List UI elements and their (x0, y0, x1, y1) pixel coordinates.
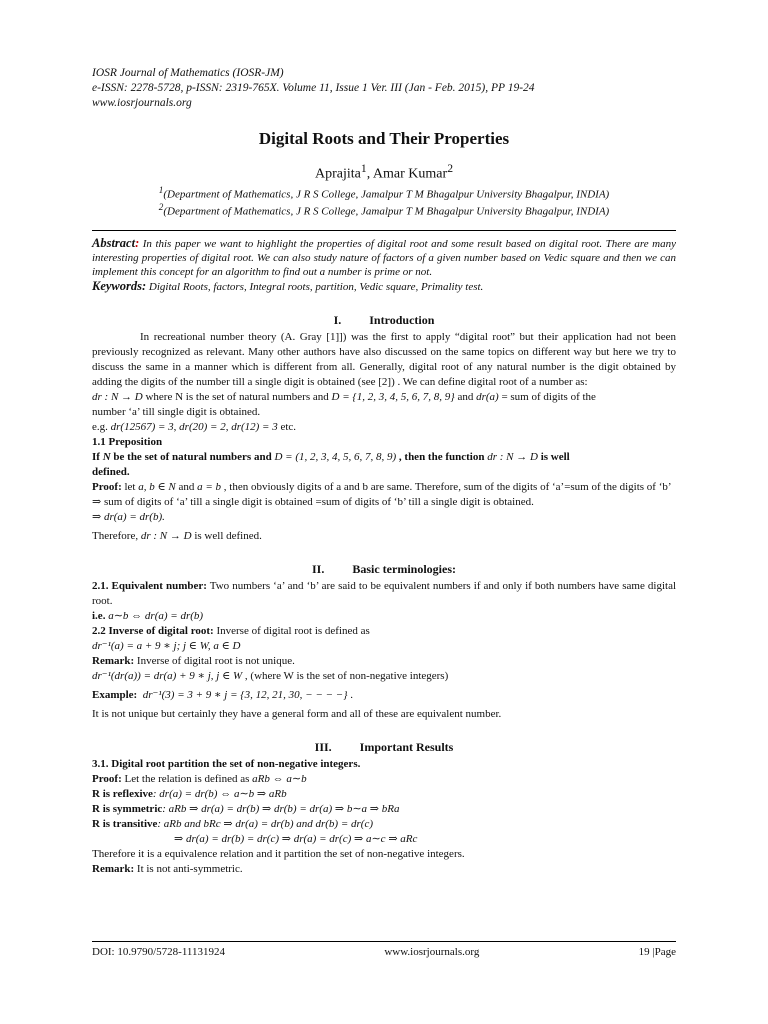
example-1: dr(12567) = 3 (110, 420, 174, 433)
inverse-note: It is not unique but certainly they have a general form and all of these are equivalent number. (92, 707, 502, 720)
proof-text-3: , then obviously digits of a and b are same. Therefore, sum of the digits of ‘a’=sum of the digits of ‘b’ (221, 480, 672, 493)
affiliation-1-text: (Department of Mathematics, J R S College, Jamalpur T M Bhagalpur University Bhagalpur, INDIA) (163, 188, 610, 201)
abstract-divider (92, 230, 676, 231)
journal-header (92, 66, 676, 111)
journal-name: IOSR Journal of Mathematics (IOSR-JM) (92, 67, 284, 79)
keywords (92, 279, 676, 295)
definition-text-1: where N is the set of natural numbers and (142, 390, 332, 403)
footer-doi: DOI: 10.9790/5728-11131924 (92, 946, 226, 958)
symmetric-label: R is symmetric (92, 802, 163, 815)
abstract (92, 236, 676, 279)
remark-line (92, 654, 676, 669)
transitive-line-2: ⇒ dr(a) = dr(b) = dr(c) ⇒ dr(a) = dr(c) ⇒ a∼c ⇒ aRc (174, 832, 418, 845)
example-inverse-line (92, 688, 676, 703)
antisymmetric-remark (92, 862, 676, 877)
affiliation-2-sup: 2 (158, 202, 164, 213)
definition-dr-a: dr(a) (476, 390, 499, 403)
example-2: dr(20) = 2 (179, 420, 226, 433)
equivalent-number-text: Two numbers ‘a’ and ‘b’ are said to be equivalent numbers if and only if both numbers have same digital root. (92, 579, 677, 607)
symmetric-line (92, 802, 676, 817)
prep-set-d: D = (1, 2, 3, 4, 5, 6, 7, 8, 9) (274, 450, 397, 463)
transitive-expr: : aRb and bRc ⇒ dr(a) = dr(b) and dr(b) = dr(c) (157, 817, 373, 830)
journal-issn: e-ISSN: 2278-5728, p-ISSN: 2319-765X. Volume 11, Issue 1 Ver. III (Jan - Feb. 2015), PP 19-24 (92, 82, 535, 94)
journal-site: www.iosrjournals.org (92, 97, 192, 109)
result-proof-line (92, 772, 676, 787)
therefore-end: is well defined. (191, 529, 262, 542)
author-2: Amar Kumar (372, 166, 448, 182)
ie-expr: a∼b ⇔ dr(a) = dr(b) (108, 609, 204, 622)
section-terminologies-heading (92, 562, 676, 577)
remark-expr: dr⁻¹(dr(a)) = dr(a) + 9 ∗ j, j ∈ W (92, 669, 243, 682)
intro-paragraph: In recreational number theory (A. Gray [1]]) was the first to apply “digital root” but their application had not been previously recognized as relevant. Many other authors have also discussed on the same topics on different way but here we try to discuss the same in a manner which is different from all. Generally, digital root of any natural number is the digit obtained by adding the digits of the number till a single digit is obtained (see [2]) . We can define digital root of a number as: (92, 330, 676, 388)
definition-map: dr : N → D (92, 390, 143, 403)
remark-text: Inverse of digital root is not unique. (134, 654, 295, 667)
equivalent-number-label: . Equivalent number: (105, 579, 207, 592)
remark-expr-tail: , (where W is the set of non-negative integers) (242, 669, 449, 682)
remark-expr-line (92, 669, 676, 684)
page-footer (92, 941, 676, 960)
proof-text-2: and (175, 480, 198, 493)
result-proof-label: Proof: (92, 772, 122, 785)
proof-expr-1: a, b ∈ N (138, 480, 176, 493)
keywords-label: Keywords: (92, 278, 147, 293)
section-2-title: Basic terminologies: (352, 561, 456, 576)
therefore-expr: dr : N → D (140, 529, 192, 542)
footer-page-number: 19 |Page (638, 946, 676, 958)
author-list (92, 160, 676, 184)
inverse-root-expr: dr⁻¹(a) = a + 9 ∗ j; j ∈ W, a ∈ D (92, 639, 241, 652)
example-3: dr(12) = 3 (231, 420, 278, 433)
prep-text-3: , then the function (396, 450, 488, 463)
antisymmetric-remark-text: It is not anti-symmetric. (134, 862, 243, 875)
reflexive-line (92, 787, 676, 802)
remark-label: Remark: (92, 654, 135, 667)
equivalent-number-num: 2.1 (92, 579, 106, 592)
transitive-line (92, 817, 676, 832)
prep-text-2: be the set of natural numbers and (110, 450, 275, 463)
section-2-number: II. (312, 561, 325, 576)
result-proof-text: Let the relation is defined as (121, 772, 253, 785)
antisymmetric-remark-label: Remark: (92, 862, 135, 875)
inverse-root-label: 2.2 Inverse of digital root: (92, 624, 214, 637)
prep-function: dr : N → D (487, 450, 538, 463)
result-3-1-heading: 3.1. Digital root partition the set of non-negative integers. (92, 757, 361, 770)
therefore-text: Therefore, (92, 529, 141, 542)
equivalence-conclusion: Therefore it is a equivalence relation and it partition the set of non-negative integers. (92, 847, 465, 860)
definition-line (92, 390, 676, 405)
definition-text-2: and (454, 390, 477, 403)
page-content (92, 66, 676, 877)
example-inverse-end: . (347, 688, 353, 701)
prep-text-4: is well (537, 450, 570, 463)
author-2-sup: 2 (447, 162, 454, 175)
example-end: etc. (277, 420, 297, 433)
affiliation-2-text: (Department of Mathematics, J R S College, Jamalpur T M Bhagalpur University Bhagalpur, INDIA) (163, 205, 610, 218)
proof-line-2: ⇒ sum of digits of ‘a’ till a single digit is obtained =sum of digits of ‘b’ till a single digit is obtained. (92, 495, 534, 508)
proof-expr-2: a = b (197, 480, 222, 493)
section-results-heading (92, 740, 676, 755)
ie-label: i.e. (92, 609, 109, 622)
abstract-label: Abstract (92, 235, 136, 250)
paper-title: Digital Roots and Their Properties (258, 129, 510, 148)
definition-line-2: number ‘a’ till single digit is obtained. (92, 405, 261, 418)
well-defined-line (92, 529, 676, 544)
inverse-root-text: Inverse of digital root is defined as (213, 624, 370, 637)
affiliation-1 (92, 184, 676, 202)
symmetric-expr: : aRb ⇒ dr(a) = dr(b) ⇒ dr(b) = dr(a) ⇒ b∼a ⇒ bRa (162, 802, 400, 815)
preposition-heading: 1.1 Preposition (92, 435, 163, 448)
proof-label: Proof: (92, 480, 122, 493)
equivalent-number-def (92, 579, 676, 609)
example-line: e.g. dr(12567) = 3, dr(20) = 2, dr(12) = 3 etc. (92, 420, 297, 433)
section-introduction-heading (92, 313, 676, 328)
example-label: e.g. (92, 420, 111, 433)
reflexive-label: R is reflexive (92, 787, 153, 800)
preposition-statement (92, 450, 676, 465)
abstract-colon: : (135, 235, 140, 250)
author-1-sup: 1 (360, 162, 367, 175)
inverse-root-def (92, 624, 676, 639)
result-proof-expr: aRb ⇔ a∼b (252, 772, 307, 785)
section-3-number: III. (314, 739, 332, 754)
section-3-title: Important Results (359, 739, 454, 754)
section-1-title: Introduction (369, 312, 435, 327)
definition-text-3: = sum of digits of the (498, 390, 596, 403)
reflexive-expr: : dr(a) = dr(b) ⇔ a∼b ⇒ aRb (152, 787, 287, 800)
example-inverse-expr: dr⁻¹(3) = 3 + 9 ∗ j = {3, 12, 21, 30, − − − −} (142, 688, 348, 701)
definition-set-d: D = {1, 2, 3, 4, 5, 6, 7, 8, 9} (331, 390, 455, 403)
prep-n: N (102, 450, 111, 463)
example-inverse-label: Example: (92, 688, 138, 701)
equivalence-expr-line (92, 609, 676, 624)
transitive-label: R is transitive (92, 817, 158, 830)
proof-line-3: ⇒ dr(a) = dr(b). (92, 510, 165, 523)
proof-paragraph (92, 480, 676, 495)
footer-site: www.iosrjournals.org (384, 946, 480, 958)
abstract-text: In this paper we want to highlight the properties of digital root and some result based on digital root. There are many interesting properties of digital root. We can also study nature of factors of a given number based on Vedic square and then we can implement this concept for an algorithm to find out a number is prime or not. (92, 237, 676, 278)
proof-text-1: let (121, 480, 139, 493)
affiliation-2 (92, 201, 676, 219)
section-1-number: I. (333, 312, 342, 327)
keywords-text: Digital Roots, factors, Integral roots, partition, Vedic square, Primality test. (146, 280, 484, 293)
prep-text-1: If (92, 450, 103, 463)
preposition-statement-2: defined. (92, 465, 130, 478)
author-1: Aprajita (314, 166, 361, 182)
author-separator: , (366, 166, 373, 182)
affiliation-1-sup: 1 (158, 184, 164, 195)
